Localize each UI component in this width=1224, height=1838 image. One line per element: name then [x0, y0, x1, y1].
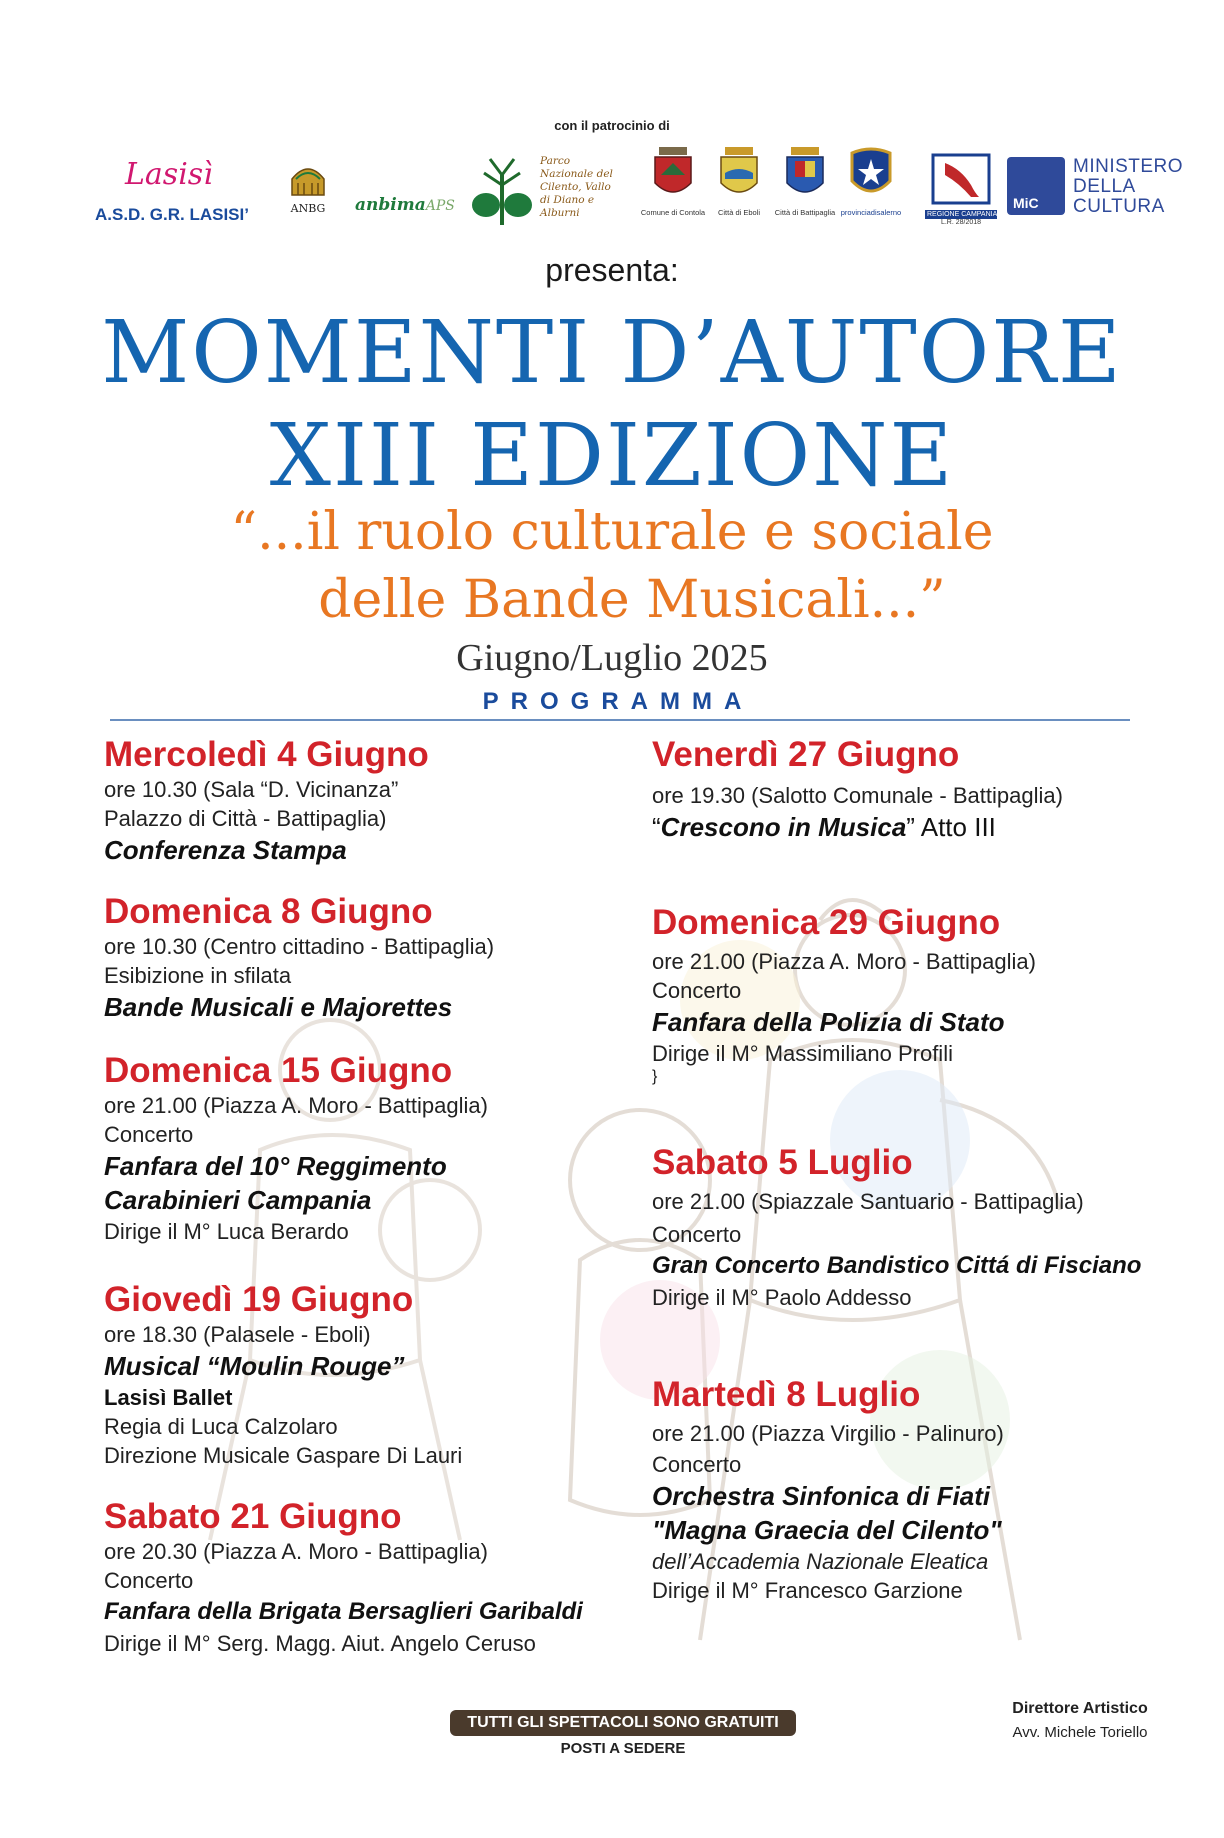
event-date: Venerdì 27 Giugno [652, 735, 960, 774]
event-title-text: Crescono in Musica [660, 812, 907, 842]
event-title: Fanfara della Polizia di Stato [652, 1007, 1005, 1037]
event-detail: ore 10.30 (Centro cittadino - Battipaglia) [104, 934, 495, 959]
event-conductor: Dirige il M° Massimiliano Profili [652, 1041, 953, 1066]
subtitle-quote-line2: delle Bande Musicali...” [318, 570, 946, 630]
mic-badge-text: MiC [1013, 195, 1039, 211]
event-item [104, 1280, 624, 1470]
event-detail: ore 21.00 (Spiazzale Santuario - Battipaglia) [652, 1189, 1084, 1214]
mic-text [1073, 157, 1213, 217]
event-title-line2: "Magna Graecia del Cilento" [652, 1515, 1002, 1545]
anbima-text: anbima [355, 195, 426, 215]
event-item [104, 892, 624, 1024]
contola-crest-icon [651, 145, 695, 201]
event-title: Fanfara della Brigata Bersaglieri Garibaldi [104, 1598, 583, 1625]
event-date: Domenica 29 Giugno [652, 903, 1001, 942]
regione-campania-icon [931, 153, 991, 205]
event-detail: Esibizione in sfilata [104, 963, 292, 988]
event-title-open: “ [652, 812, 661, 842]
event-title [652, 810, 1172, 844]
event-item [652, 1375, 1172, 1605]
free-entry-banner: TUTTI GLI SPETTACOLI SONO GRATUITI [450, 1710, 796, 1736]
event-date: Martedì 8 Luglio [652, 1375, 921, 1414]
event-credit: Regia di Luca Calzolaro [104, 1414, 338, 1439]
event-title-close: ” Atto III [906, 812, 996, 842]
event-item [652, 735, 1172, 844]
anbg-text: ANBG [290, 202, 326, 215]
regione-lr: L.R. 28/2018 [940, 219, 982, 226]
event-date: Mercoledì 4 Giugno [104, 735, 429, 774]
parco-plant-icon [470, 155, 534, 229]
event-date: Giovedì 19 Giugno [104, 1280, 414, 1319]
patrocinio-label: con il patrocinio di [554, 118, 670, 133]
director-role: Direttore Artistico [1012, 1700, 1148, 1717]
anbima-logo [355, 195, 455, 215]
mic-line2: DELLA [1073, 176, 1136, 197]
event-item [104, 735, 624, 867]
event-item [652, 1143, 1172, 1312]
event-date: Domenica 8 Giugno [104, 892, 433, 931]
director-name: Avv. Michele Toriello [1012, 1724, 1148, 1741]
event-detail: Concerto [652, 978, 742, 1003]
subtitle-quote-line1: “...il ruolo culturale e sociale [230, 502, 994, 562]
event-detail: Concerto [104, 1568, 194, 1593]
event-detail: ore 21.00 (Piazza A. Moro - Battipaglia) [104, 1093, 488, 1118]
event-title: Bande Musicali e Majorettes [104, 992, 453, 1022]
regione-caption: REGIONE CAMPANIA [927, 211, 998, 218]
event-conductor: Dirige il M° Serg. Magg. Aiut. Angelo Ceruso [104, 1631, 536, 1656]
event-conductor: Dirige il M° Francesco Garzione [652, 1578, 963, 1603]
contola-crest [640, 145, 706, 217]
event-item [104, 1051, 624, 1246]
event-conductor: Dirige il M° Paolo Addesso [652, 1285, 912, 1310]
event-detail: Palazzo di Città - Battipaglia) [104, 806, 387, 831]
event-title: Conferenza Stampa [104, 835, 347, 865]
event-detail: Concerto [652, 1222, 742, 1247]
event-detail: ore 10.30 (Sala “D. Vicinanza” [104, 777, 399, 802]
event-detail: ore 19.30 (Salotto Comunale - Battipaglia) [652, 783, 1063, 808]
event-title: Fanfara del 10° Reggimento [104, 1151, 447, 1181]
eboli-crest [706, 145, 772, 217]
event-date: Sabato 5 Luglio [652, 1143, 913, 1182]
event-dates: Giugno/Luglio 2025 [456, 637, 768, 679]
event-item [104, 1497, 624, 1658]
seating-note: POSTI A SEDERE [560, 1740, 686, 1757]
main-title-line2: XIII EDIZIONE [269, 406, 955, 506]
parco-text: Parco Nazionale del Cilento, Vallo di Diano e Alburni [540, 155, 613, 219]
event-conductor: Dirige il M° Luca Berardo [104, 1219, 349, 1244]
event-title-line2: Carabinieri Campania [104, 1185, 372, 1215]
regione-campania-logo [925, 153, 997, 226]
event-company: Lasisì Ballet [104, 1385, 233, 1410]
event-detail: Concerto [652, 1452, 742, 1477]
event-date: Domenica 15 Giugno [104, 1051, 453, 1090]
presenta-label: presenta: [545, 252, 679, 288]
eboli-crest-icon [717, 145, 761, 201]
anbg-dome-icon [288, 161, 328, 197]
programma-divider [110, 719, 1130, 721]
provincia-caption: provinciadisalerno [840, 208, 902, 217]
battipaglia-caption: Città di Battipaglia [774, 208, 836, 217]
event-title: Musical “Moulin Rouge” [104, 1351, 405, 1381]
event-subtitle: dell’Accademia Nazionale Eleatica [652, 1549, 989, 1574]
event-item: Domenica 29 Giugno ore 21.00 (Piazza A. Moro - Battipaglia) Concerto Fanfara della Polizia di Stato Dirige il M° Massimiliano Profili } [652, 903, 1172, 1086]
event-detail: ore 18.30 (Palasele - Eboli) [104, 1322, 371, 1347]
event-detail: ore 21.00 (Piazza Virgilio - Palinuro) [652, 1421, 1004, 1446]
lasisi-logo-script: Lasisì [125, 157, 213, 192]
provincia-salerno-crest [838, 145, 904, 217]
mic-line3: CULTURA [1073, 196, 1165, 217]
event-detail: ore 20.30 (Piazza A. Moro - Battipaglia) [104, 1539, 488, 1564]
anbima-suffix: APS [425, 198, 455, 214]
event-credit: Direzione Musicale Gaspare Di Lauri [104, 1443, 463, 1468]
contola-caption: Comune di Contola [640, 208, 706, 217]
event-date: Sabato 21 Giugno [104, 1497, 402, 1536]
event-detail: ore 21.00 (Piazza A. Moro - Battipaglia) [652, 949, 1036, 974]
battipaglia-crest-icon [783, 145, 827, 201]
provincia-crest-icon [846, 145, 896, 201]
event-detail: Concerto [104, 1122, 194, 1147]
lasisi-logo-name: A.S.D. G.R. LASISI’ [95, 205, 249, 224]
anbg-logo [280, 161, 336, 215]
mic-line1: MINISTERO [1073, 156, 1184, 177]
event-title: Gran Concerto Bandistico Cittá di Fisciano [652, 1252, 1142, 1279]
battipaglia-crest [772, 145, 838, 217]
event-title: Orchestra Sinfonica di Fiati [652, 1481, 991, 1511]
main-title-line1: MOMENTI D’AUTORE [101, 303, 1123, 403]
mic-badge [1007, 157, 1065, 215]
eboli-caption: Città di Eboli [717, 208, 761, 217]
parco-cilento-logo [470, 155, 613, 234]
programma-heading: PROGRAMMA [482, 688, 754, 715]
sponsor-logos-row [95, 145, 1185, 235]
